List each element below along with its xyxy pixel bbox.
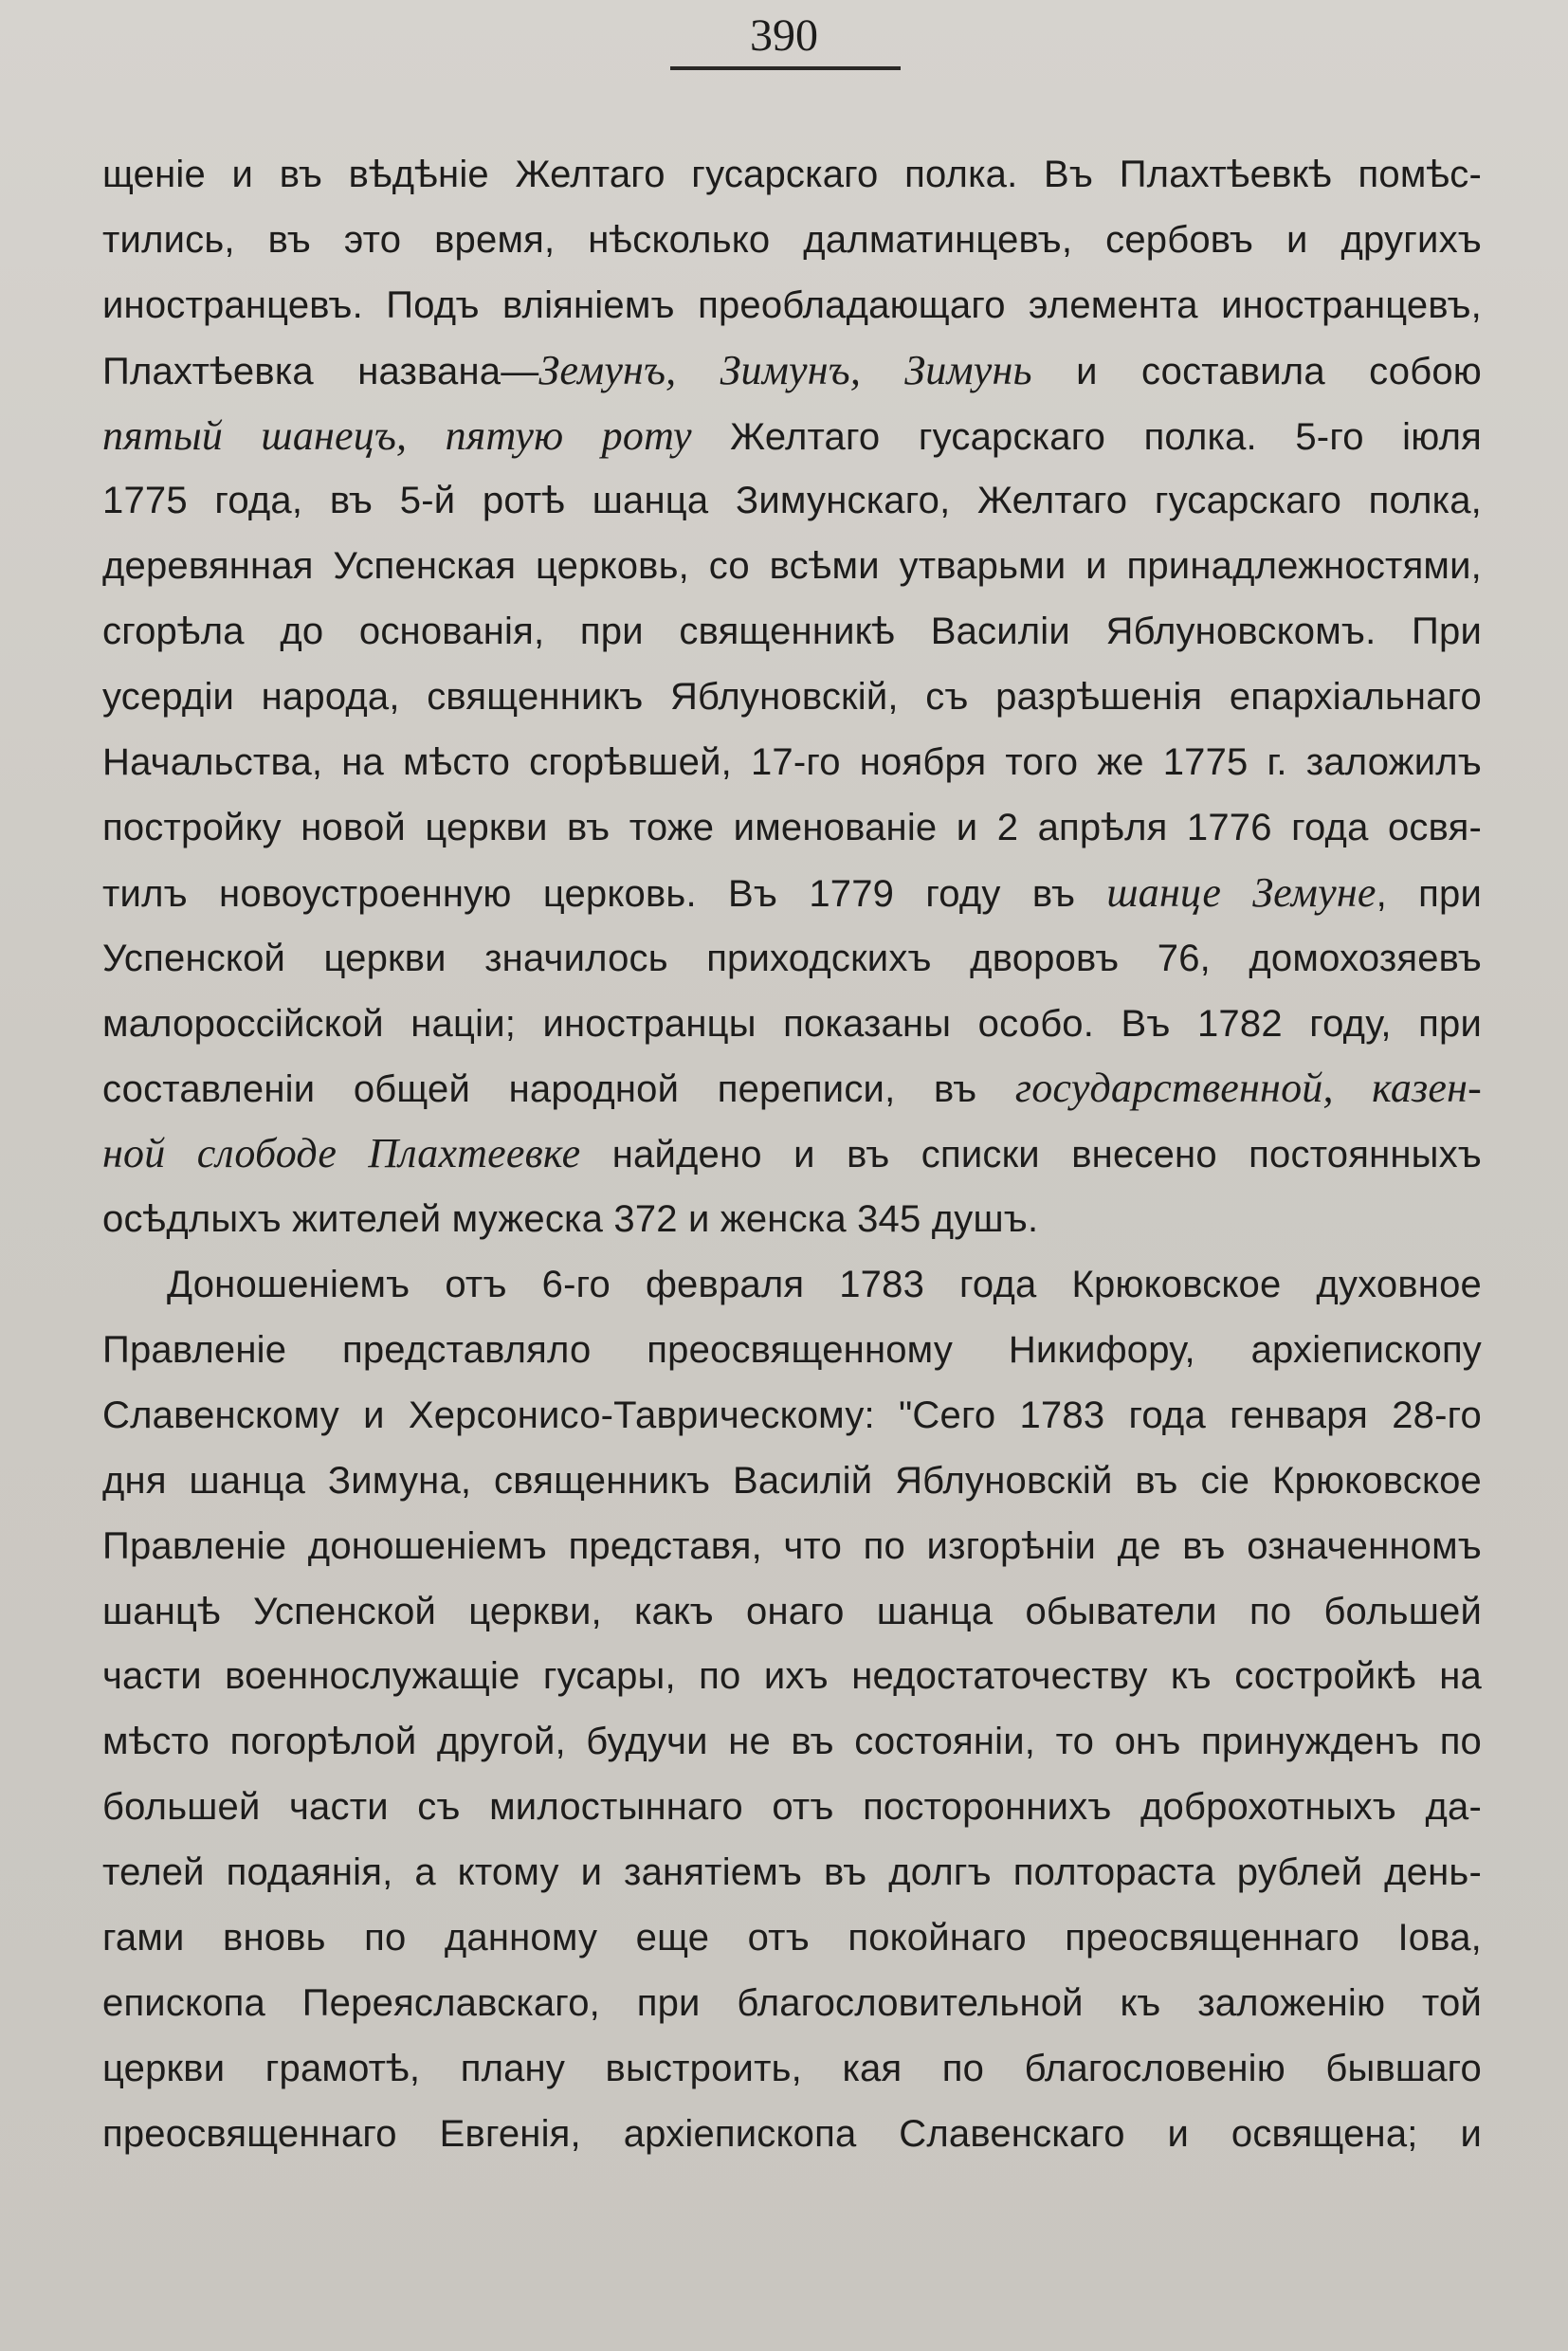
- text-line: [102, 468, 1482, 534]
- text-line: [102, 1187, 1482, 1252]
- italic-segment: ной слободе Плахтеевке: [102, 1130, 581, 1177]
- text-line: [102, 273, 1482, 338]
- text-line: [102, 1383, 1482, 1449]
- text-line: [102, 599, 1482, 665]
- text-line: [102, 1709, 1482, 1775]
- text-segment: преосвященнаго Евгенія, архіепископа Славенскаго и освящена; и: [102, 2112, 1482, 2155]
- text-line: [102, 1644, 1482, 1709]
- text-segment: Успенской церкви значилось приходскихъ дворовъ 76, домохозяевъ: [102, 937, 1482, 979]
- text-line: [102, 1905, 1482, 1971]
- italic-segment: государственной, казен-: [1014, 1065, 1483, 1112]
- italic-segment: Земунъ, Зимунъ, Зимунь: [538, 346, 1032, 393]
- text-segment: Плахтѣевка названа—: [102, 350, 539, 392]
- text-segment: части военнослужащіе гусары, по ихъ недостаточеству къ сострoйкѣ на: [102, 1655, 1482, 1698]
- text-segment: и составила собою: [1031, 350, 1482, 392]
- text-segment: Доношеніемъ отъ 6-го февраля 1783 года Крюковское духовное: [167, 1264, 1482, 1306]
- page-number: 390: [750, 10, 818, 61]
- text-segment: , при: [1376, 872, 1482, 915]
- text-segment: тилъ новоустроенную церковь. Въ 1779 году въ: [102, 872, 1107, 915]
- text-line: [102, 2036, 1482, 2102]
- text-line: [102, 795, 1482, 861]
- text-segment: гами вновь по данному еще отъ покойнаго преосвященнаго Іова,: [102, 1917, 1482, 1959]
- text-segment: Желтаго гусарскаго полка. 5-го іюля: [691, 415, 1482, 458]
- text-segment: мѣсто погорѣлой другой, будучи не въ состояніи, то онъ принужденъ по: [102, 1721, 1482, 1763]
- text-segment: малороссійской націи; иностранцы показаны особо. Въ 1782 году, при: [102, 1002, 1482, 1045]
- text-line: [102, 665, 1482, 730]
- text-segment: 1775 года, въ 5-й ротѣ шанца Зимунскаго, Желтаго гусарскаго полка,: [102, 480, 1482, 522]
- text-segment: найдено и въ списки внесено постоянныхъ: [580, 1134, 1482, 1176]
- text-line: [102, 1252, 1482, 1318]
- text-segment: дня шанца Зимуна, священникъ Василій Яблуновскій въ сіе Крюковское: [102, 1459, 1482, 1502]
- italic-segment: пятый шанецъ, пятую роту: [102, 411, 692, 459]
- text-segment: тились, въ это время, нѣсколько далматинцевъ, сербовъ и другихъ: [102, 218, 1482, 261]
- text-segment: большей части съ милостыннаго отъ постороннихъ доброхотныхъ да-: [102, 1786, 1482, 1829]
- text-segment: Правленіе доношеніемъ представя, что по изгорѣніи де въ означенномъ: [102, 1524, 1482, 1567]
- text-segment: Начальства, на мѣсто сгорѣвшей, 17-го ноября того же 1775 г. заложилъ: [102, 741, 1482, 784]
- italic-segment: шанце Земуне: [1106, 868, 1377, 916]
- text-segment: составленіи общей народной переписи, въ: [102, 1068, 1015, 1111]
- text-segment: Славенскому и Херсонисо-Таврическому: "Сего 1783 года генваря 28-го: [102, 1394, 1482, 1436]
- text-segment: епископа Переяславскаго, при благословительной къ заложенію той: [102, 1981, 1482, 2024]
- text-line: [102, 926, 1482, 992]
- text-line: [102, 404, 1482, 469]
- text-segment: осѣдлыхъ жителей мужеска 372 и женска 345 душъ.: [102, 1198, 1039, 1241]
- text-line: [102, 1775, 1482, 1840]
- text-line: [102, 1514, 1482, 1579]
- text-line: [102, 2102, 1482, 2167]
- text-segment: сгорѣла до основанія, при священникѣ Василіи Яблуновскомъ. При: [102, 611, 1482, 653]
- text-segment: деревянная Успенская церковь, со всѣми утварьми и принадлежностями,: [102, 545, 1482, 588]
- text-line: [102, 1840, 1482, 1905]
- text-segment: усердіи народа, священникъ Яблуновскій, съ разрѣшенія епархіальнаго: [102, 676, 1482, 719]
- text-segment: телей подаянія, а ктому и занятіемъ въ долгъ полтораста рублей день-: [102, 1851, 1482, 1894]
- text-segment: щеніе и въ вѣдѣніе Желтаго гусарскаго полка. Въ Плахтѣевкѣ помѣс-: [102, 154, 1482, 195]
- text-line: [102, 208, 1482, 273]
- text-line: [102, 730, 1482, 795]
- text-segment: иностранцевъ. Подъ вліяніемъ преобладающаго элемента иностранцевъ,: [102, 283, 1482, 326]
- text-line: [102, 1318, 1482, 1383]
- text-segment: церкви грамотѣ, плану выстроить, кая по благословенію бывшаго: [102, 2047, 1482, 2089]
- text-segment: шанцѣ Успенской церкви, какъ онаго шанца обыватели по большей: [102, 1590, 1482, 1632]
- text-line: [102, 861, 1482, 926]
- text-line: [102, 1449, 1482, 1514]
- text-line: [102, 1121, 1482, 1187]
- text-line: [102, 1971, 1482, 2036]
- text-segment: Правленіе представляло преосвященному Никифору, архіепископу: [102, 1329, 1482, 1372]
- text-line: [102, 338, 1482, 404]
- page-number-underline: [670, 66, 901, 70]
- text-line: [102, 142, 1482, 208]
- text-line: [102, 1056, 1482, 1121]
- text-line: [102, 534, 1482, 599]
- text-line: [102, 992, 1482, 1057]
- body-text: [102, 142, 1482, 2167]
- text-line: [102, 1579, 1482, 1645]
- text-segment: постройку новой церкви въ тоже именованіе и 2 апрѣля 1776 года освя-: [102, 806, 1482, 848]
